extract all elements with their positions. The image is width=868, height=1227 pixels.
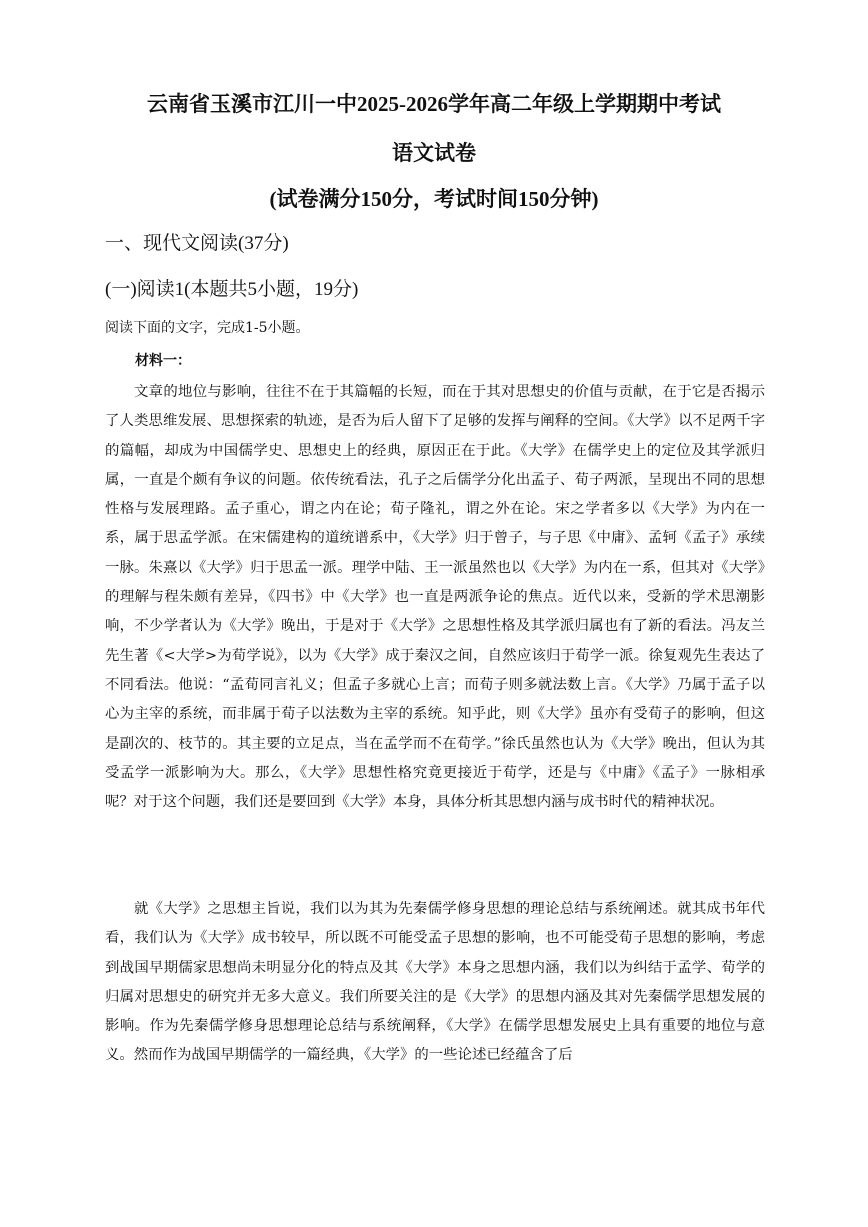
section-subheading: (一)阅读1(本题共5小题，19分) — [105, 279, 359, 300]
paragraph-1: 文章的地位与影响，往往不在于其篇幅的长短，而在于其对思想史的价值与贡献，在于它是否揭示了人类思维发展、思想探索的轨迹，是否为后人留下了足够的发挥与阐释的空间。《大学》以不足两千字的篇幅，却成为中国儒学史、思想史上的经典，原因正在于此。《大学》在儒学史上的定位及其学派归属，一直是个颇有争议的问题。依传统看法，孔子之后儒学分化出孟子、荀子两派，呈现出不同的思想性格与发展理路。孟子重心，谓之内在论；荀子隆礼，谓之外在论。宋之学者多以《大学》为内在一系，属于思孟学派。在宋儒建构的道统谱系中，《大学》归于曾子，与子思《中庸》、孟轲《孟子》承续一脉。朱熹以《大学》归于思孟一派。理学中陆、王一派虽然也以《大学》为内在一系，但其对《大学》的理解与程朱颇有差异，《四书》中《大学》也一直是两派争论的焦点。近代以来，受新的学术思潮影响，不少学者认为《大学》晚出，于是对于《大学》之思想性格及其学派归属也有了新的看法。冯友兰先生著《<大学>为荀学说》，以为《大学》成于秦汉之间，自然应该归于荀学一派。徐复观先生表达了不同看法。他说：“孟荀同言礼义；但孟子多就心上言；而荀子则多就法数上言。《大学》乃属于孟子以心为主宰的系统，而非属于荀子以法数为主宰的系统。知乎此，则《大学》虽亦有受荀子的影响，但这是副次的、枝节的。其主要的立足点，当在孟学而不在荀学。”徐氏虽然也认为《大学》晚出，但认为其受孟学一派影响为大。那么，《大学》思想性格究竟更接近于荀学，还是与《中庸》《孟子》一脉相承呢？对于这个问题，我们还是要回到《大学》本身，具体分析其思想内涵与成书时代的精神状况。 — [105, 384, 765, 811]
instruction-text: 阅读下面的文字，完成1-5小题。 — [105, 320, 310, 336]
section-heading: 一、现代文阅读(37分) — [105, 233, 289, 254]
exam-subject: 语文试卷 — [392, 141, 476, 165]
exam-info: (试卷满分150分，考试时间150分钟) — [269, 187, 599, 211]
material-label: 材料一： — [135, 353, 191, 369]
exam-title: 云南省玉溪市江川一中2025-2026学年高二年级上学期期中考试 — [147, 92, 721, 116]
paragraph-2: 就《大学》之思想主旨说，我们以为其为先秦儒学修身思想的理论总结与系统阐述。就其成书年代看，我们认为《大学》成书较早，所以既不可能受孟子思想的影响，也不可能受荀子思想的影响，考虑到战国早期儒家思想尚未明显分化的特点及其《大学》本身之思想内涵，我们以为纠结于孟学、荀学的归属对思想史的研究并无多大意义。我们所要关注的是《大学》的思想内涵及其对先秦儒学思想发展的影响。作为先秦儒学修身思想理论总结与系统阐释，《大学》在儒学思想发展史上具有重要的地位与意义。然而作为战国早期儒学的一篇经典，《大学》的一些论述已经蕴含了后 — [105, 901, 765, 1064]
